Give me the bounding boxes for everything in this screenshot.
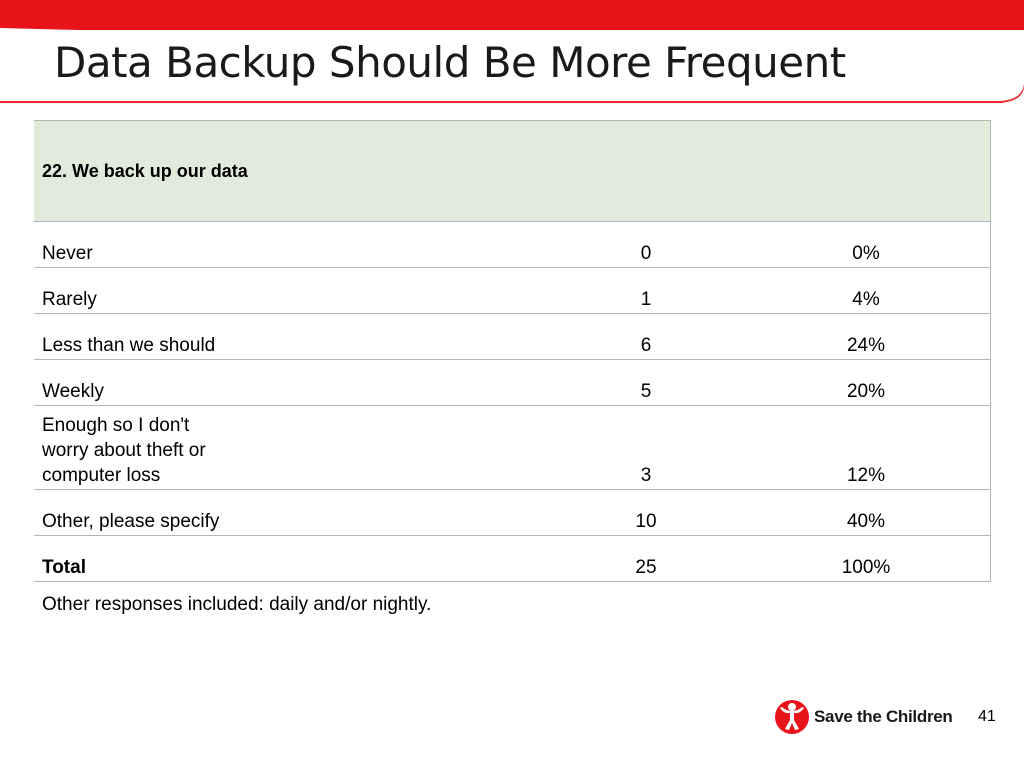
question-header: 22. We back up our data <box>34 121 991 222</box>
table-row <box>34 222 991 268</box>
row-percent: 0% <box>742 222 991 268</box>
table-row <box>34 406 991 490</box>
row-label <box>34 406 550 490</box>
row-label-line: computer loss <box>42 465 161 486</box>
row-label: Never <box>34 222 550 268</box>
table-total-row <box>34 536 991 582</box>
table-row <box>34 490 991 536</box>
row-count: 10 <box>550 490 742 536</box>
row-label: Other, please specify <box>34 490 550 536</box>
table-header-row <box>34 121 991 222</box>
row-percent: 24% <box>742 314 991 360</box>
row-count: 6 <box>550 314 742 360</box>
table-row <box>34 360 991 406</box>
save-the-children-logo-icon <box>774 698 810 736</box>
row-count: 0 <box>550 222 742 268</box>
row-label: Rarely <box>34 268 550 314</box>
total-label: Total <box>34 536 550 582</box>
table-row <box>34 314 991 360</box>
results-table <box>34 120 991 582</box>
row-percent: 4% <box>742 268 991 314</box>
row-percent: 20% <box>742 360 991 406</box>
slide-title: Data Backup Should Be More Frequent <box>54 38 846 87</box>
table-row <box>34 268 991 314</box>
page-number: 41 <box>978 708 996 725</box>
row-percent: 12% <box>742 406 991 490</box>
row-label-line: worry about theft or <box>42 440 206 461</box>
organization-logo <box>774 697 964 737</box>
row-count: 1 <box>550 268 742 314</box>
row-count: 5 <box>550 360 742 406</box>
logo-text: Save the Children <box>814 707 953 726</box>
row-percent: 40% <box>742 490 991 536</box>
total-percent: 100% <box>742 536 991 582</box>
row-label: Weekly <box>34 360 550 406</box>
row-label-line: Enough so I don't <box>42 415 190 436</box>
row-label: Less than we should <box>34 314 550 360</box>
header-band <box>0 0 1024 110</box>
total-count: 25 <box>550 536 742 582</box>
footnote: Other responses included: daily and/or nightly. <box>42 594 432 615</box>
row-count: 3 <box>550 406 742 490</box>
